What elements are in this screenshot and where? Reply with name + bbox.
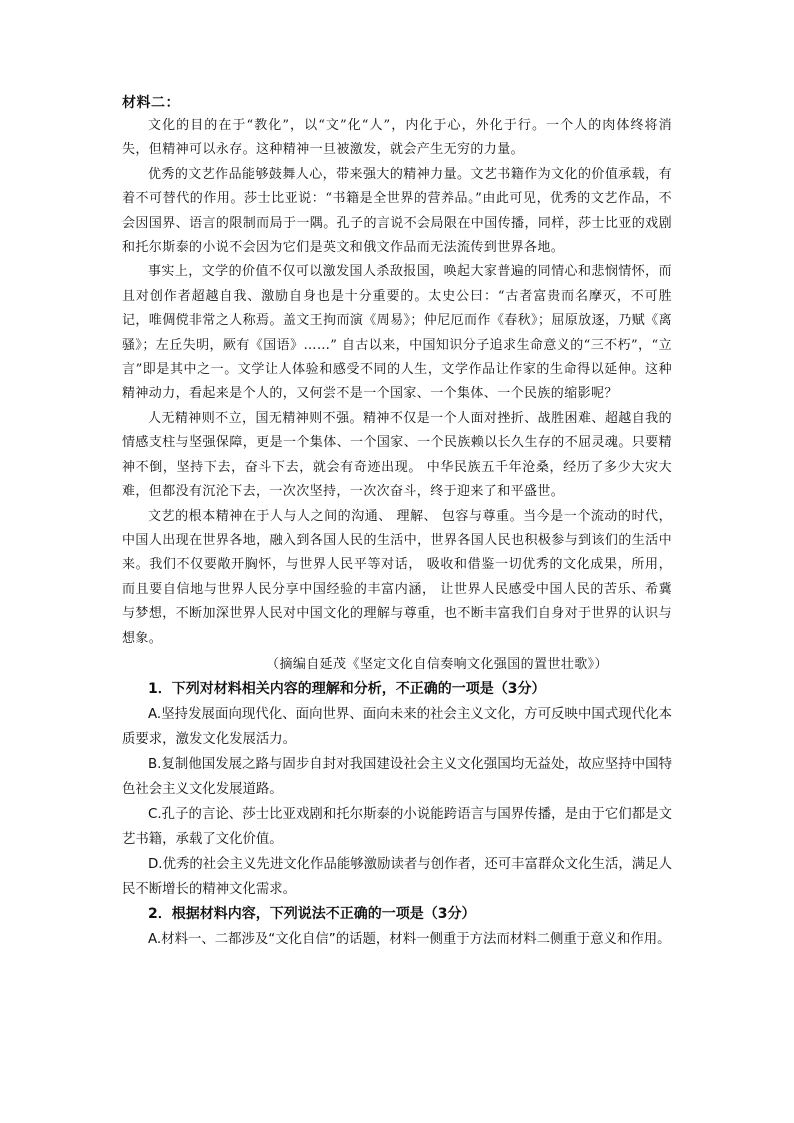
material-paragraph: 人无精神则不立，国无精神则不强。精神不仅是一个人面对挫折、战胜困难、超越自我的情感支柱与坚强保障，更是一个集体、一个国家、一个民族赖以长久生存的不屈灵魂。只要精神不倒，坚持下去，奋斗下去，就会有奇迹出现。 中华民族五千年沧桑，经历了多少大灾大难，但都没有沉沦下去，一次次坚持，一次次奋斗，终于迎来了和平盛世。 [122,410,672,500]
material-paragraph: 文化的目的在于“教化”，以“文”化“人”，内化于心，外化于行。一个人的肉体终将消失，但精神可以永存。这种精神一旦被激发，就会产生无穷的力量。 [122,118,672,158]
material-heading: 材料二： [122,95,180,111]
question-option: B.复制他国发展之路与固步自封对我国建设社会主义文化强国均无益处，故应坚持中国特色社会主义文化发展道路。 [122,756,672,797]
material-paragraph: 文艺的根本精神在于人与人之间的沟通、 理解、 包容与尊重。当今是一个流动的时代，中国人出现在世界各地，融入到各国人民的生活中，世界各国人民也积极参与到该们的生活中来。我们不仅要敞开胸怀，与世界人民平等对话， 吸收和借鉴一切优秀的文化成果，所用，而且要自信地与世界人民分享中国经验的丰富内涵， 让世界人民感受中国人民的苦乐、希冀与梦想，不断加深世界人民对中国文化的理解与尊重，也不断丰富我们自身对于世界的认识与想象。 [122,508,672,646]
question-stem: 1．下列对材料相关内容的理解和分析，不正确的一项是（3分） [148,680,546,697]
question-option: A.材料一、二都涉及“文化自信”的话题，材料一侧重于方法而材料二侧重于意义和作用。 [148,931,671,947]
question-option: C.孔子的言论、莎士比亚戏剧和托尔斯泰的小说能跨语言与国界传播，是由于它们都是文艺书籍，承载了文化价值。 [122,806,672,847]
material-source: （摘编自延茂《坚定文化自信奏响文化强国的置世壮歌》） [266,656,608,672]
question-option: A.坚持发展面向现代化、面向世界、面向未来的社会主义文化，方可反映中国式现代化本质要求，激发文化发展活力。 [122,706,672,747]
material-paragraph: 优秀的文艺作品能够鼓舞人心，带来强大的精神力量。文艺书籍作为文化的价值承载，有着不可替代的作用。莎士比亚说：“书籍是全世界的营养品。”由此可见，优秀的文艺作品，不会因国界、语言的限制而局于一隅。孔子的言说不会局限在中国传播，同样，莎士比亚的戏剧和托尔斯泰的小说不会因为它们是英文和俄文作品而无法流传到世界各地。 [122,166,672,256]
material-paragraph: 事实上，文学的价值不仅可以激发国人杀敌报国，唤起大家普遍的同情心和悲悯情怀，而且对创作者超越自我、激励自身也是十分重要的。太史公曰：“古者富贵而名摩灭，不可胜记，唯倜傥非常之人称焉。盖文王拘而演《周易》；仲尼厄而作《春秋》；屈原放逐，乃赋《离骚》；左丘失明，厥有《国语》……” 自古以来，中国知识分子追求生命意义的“三不朽”，“立言”即是其中之一。文学让人体验和感受不同的人生，文学作品让作家的生命得以延伸。这种精神动力，看起来是个人的，又何尝不是一个国家、一个集体、一个民族的缩影呢？ [122,264,672,402]
page-content [122,93,672,952]
question-stem: 2．根据材料内容，下列说法不正确的一项是（3分） [148,905,476,922]
question-option: D.优秀的社会主义先进文化作品能够激励读者与创作者，还可丰富群众文化生活，满足人民不断增长的精神文化需求。 [122,856,672,897]
